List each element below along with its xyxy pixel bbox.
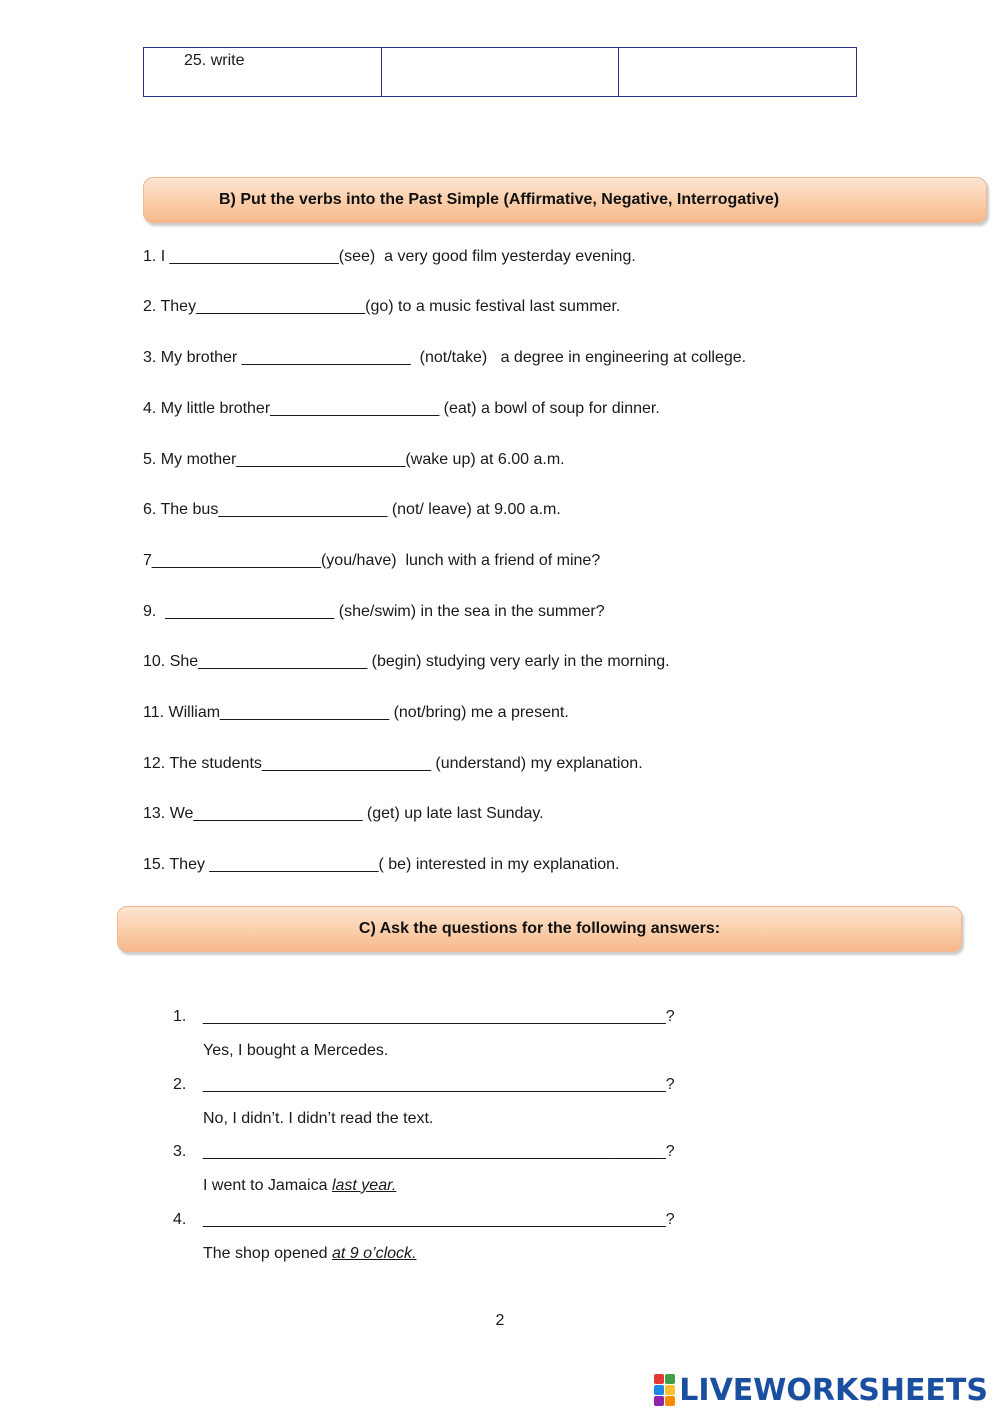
logo-square (654, 1385, 664, 1395)
exercise-item: 2. They___________________(go) to a music festival last summer. (143, 298, 621, 315)
exercise-item: 7___________________(you/have) lunch with a friend of mine? (143, 552, 601, 569)
question-blank[interactable]: ____________________________________________________? (203, 1143, 675, 1160)
question-blank[interactable]: ____________________________________________________? (203, 1211, 675, 1228)
question-blank[interactable]: ____________________________________________________? (203, 1008, 675, 1025)
question-number: 2. (173, 1076, 187, 1093)
question-answer: I went to Jamaica last year. (203, 1177, 397, 1194)
exercise-item: 6. The bus___________________ (not/ leave) at 9.00 a.m. (143, 501, 561, 518)
question-number: 1. (173, 1008, 187, 1025)
table-cell-blank[interactable] (619, 48, 857, 97)
table-row (144, 48, 857, 97)
logo-square (665, 1396, 675, 1406)
exercise-item: 5. My mother___________________(wake up) at 6.00 a.m. (143, 451, 565, 468)
logo-square (654, 1396, 664, 1406)
logo-square (654, 1374, 664, 1384)
question-answer: No, I didn’t. I didn’t read the text. (203, 1110, 434, 1127)
table-cell-blank[interactable] (381, 48, 619, 97)
question-number: 3. (173, 1143, 187, 1160)
table-cell-verb: 25. write (144, 48, 382, 97)
question-answer: Yes, I bought a Mercedes. (203, 1042, 389, 1059)
verb-table (143, 47, 857, 97)
exercise-item: 15. They ___________________( be) interested in my explanation. (143, 856, 620, 873)
logo-icon (654, 1374, 675, 1406)
question-blank[interactable]: ____________________________________________________? (203, 1076, 675, 1093)
section-c-header (117, 906, 962, 952)
exercise-item: 3. My brother ___________________ (not/take) a degree in engineering at college. (143, 349, 747, 366)
logo-square (665, 1385, 675, 1395)
section-b-title: B) Put the verbs into the Past Simple (Affirmative, Negative, Interrogative) (219, 191, 780, 208)
exercise-item: 11. William___________________ (not/bring) me a present. (143, 704, 569, 721)
exercise-item: 10. She___________________ (begin) studying very early in the morning. (143, 653, 670, 670)
section-c-title: C) Ask the questions for the following answers: (358, 920, 721, 937)
exercise-item: 4. My little brother___________________ (eat) a bowl of soup for dinner. (143, 400, 660, 417)
exercise-item: 1. I ___________________(see) a very good film yesterday evening. (143, 248, 636, 265)
logo-square (665, 1374, 675, 1384)
page-number: 2 (495, 1312, 505, 1329)
section-b-header (143, 177, 987, 223)
question-answer: The shop opened at 9 o’clock. (203, 1245, 417, 1262)
exercise-item: 13. We___________________ (get) up late last Sunday. (143, 805, 544, 822)
logo-text: LIVEWORKSHEETS (679, 1372, 988, 1408)
exercise-item: 12. The students___________________ (understand) my explanation. (143, 755, 643, 772)
exercise-item: 9. ___________________ (she/swim) in the sea in the summer? (143, 603, 605, 620)
question-number: 4. (173, 1211, 187, 1228)
liveworksheets-logo[interactable] (654, 1372, 988, 1408)
